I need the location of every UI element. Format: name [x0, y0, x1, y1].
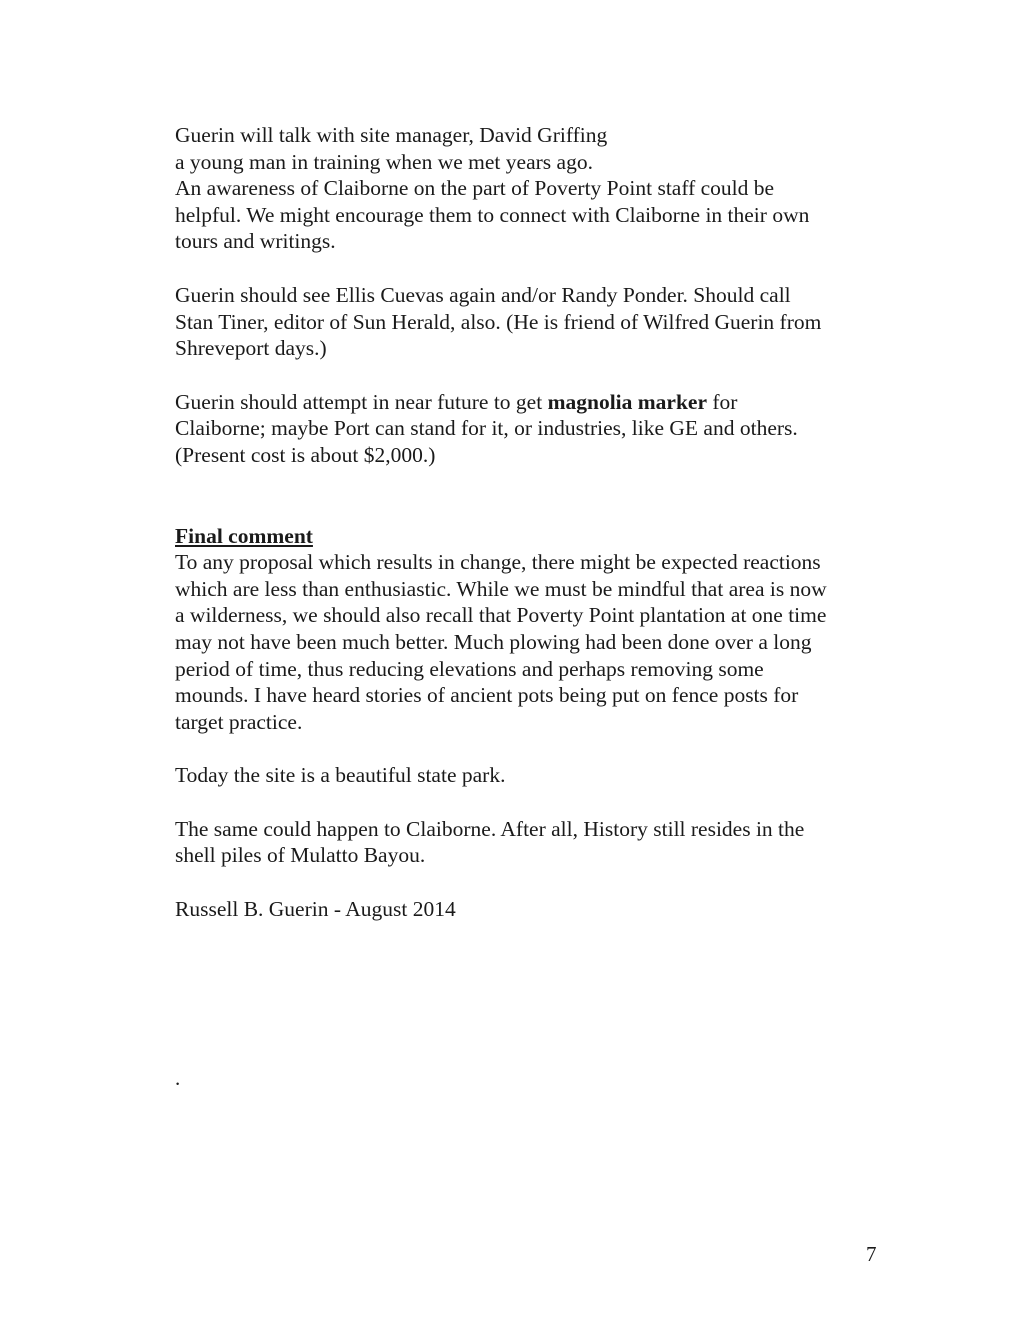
signature-line [175, 896, 895, 923]
text-line: helpful. We might encourage them to connect with Claiborne in their own [175, 202, 810, 227]
paragraph-claiborne [175, 816, 895, 869]
text-line: which are less than enthusiastic. While we must be mindful that area is now [175, 576, 827, 601]
paragraph-state-park [175, 762, 895, 789]
section-spacer [175, 469, 895, 523]
paragraph-magnolia-marker [175, 389, 895, 469]
text-line: tours and writings. [175, 229, 336, 254]
paragraph-spacer [175, 735, 895, 762]
paragraph-spacer [175, 255, 895, 282]
text-fragment: for [707, 389, 738, 414]
text-line: To any proposal which results in change, there might be expected reactions [175, 550, 821, 575]
text-line: a wilderness, we should also recall that Poverty Point plantation at one time [175, 603, 827, 628]
paragraph-contacts [175, 282, 895, 362]
text-line: Stan Tiner, editor of Sun Herald, also. (He is friend of Wilfred Guerin from [175, 309, 822, 334]
text-line: An awareness of Claiborne on the part of Poverty Point staff could be [175, 176, 775, 201]
text-line: Guerin will talk with site manager, David Griffing [175, 123, 608, 147]
bold-phrase: magnolia marker [547, 389, 708, 414]
stray-mark: . [175, 1066, 181, 1090]
paragraph-spacer [175, 869, 895, 896]
paragraph-site-manager [175, 122, 895, 255]
text-line: Shreveport days.) [175, 336, 327, 361]
text-line: Today the site is a beautiful state park. [175, 763, 506, 788]
section-final-comment [175, 523, 895, 736]
text-line: may not have been much better. Much plowing had been done over a long [175, 629, 812, 654]
section-heading: Final comment [175, 523, 313, 548]
text-line: Guerin should see Ellis Cuevas again and/or Randy Ponder. Should call [175, 282, 791, 307]
text-line: a young man in training when we met years ago. [175, 149, 593, 174]
text-line: period of time, thus reducing elevations and perhaps removing some [175, 656, 764, 681]
text-fragment: Guerin should attempt in near future to get [175, 389, 548, 414]
text-line [175, 389, 895, 416]
text-line: shell piles of Mulatto Bayou. [175, 843, 426, 868]
author-signature: Russell B. Guerin - August 2014 [175, 897, 456, 922]
paragraph-spacer [175, 362, 895, 389]
text-line: The same could happen to Claiborne. After all, History still resides in the [175, 816, 805, 841]
text-line: mounds. I have heard stories of ancient pots being put on fence posts for [175, 683, 799, 708]
paragraph-spacer [175, 789, 895, 816]
text-line: Claiborne; maybe Port can stand for it, or industries, like GE and others. [175, 416, 798, 441]
document-body [175, 122, 895, 923]
page-number: 7 [866, 1242, 877, 1266]
text-line: (Present cost is about $2,000.) [175, 442, 436, 467]
text-line: target practice. [175, 709, 303, 734]
